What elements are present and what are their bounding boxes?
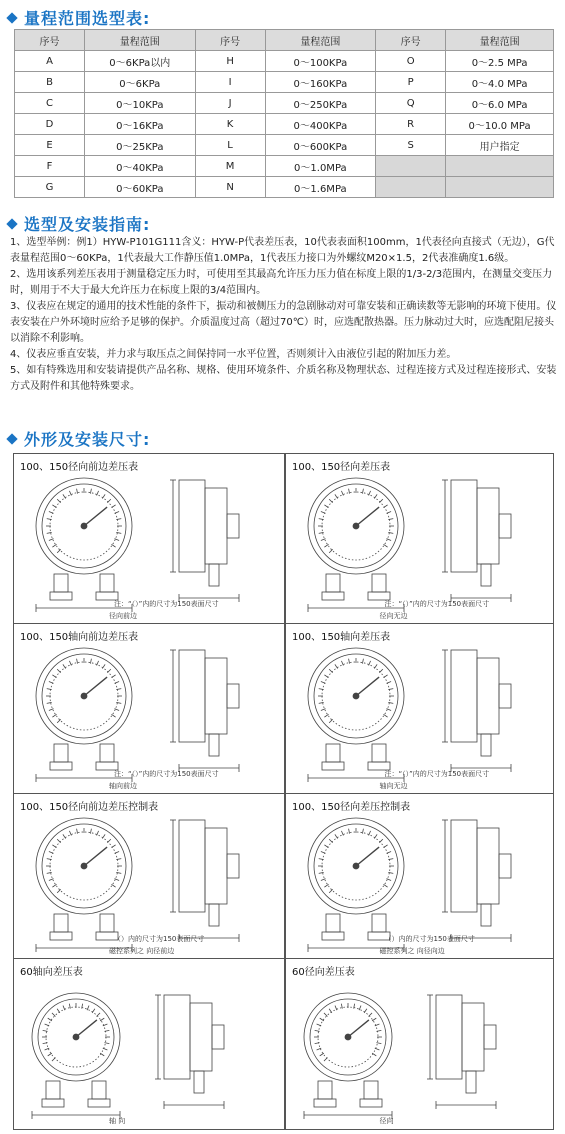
dimension-figure	[285, 453, 554, 625]
gauge-drawing	[14, 959, 284, 1129]
figure-caption: 轴 向	[109, 1117, 126, 1125]
range-table-cell: A	[15, 51, 85, 72]
dimension-figure	[285, 623, 554, 795]
figure-note: 注：“（）”内的尺寸为150表面尺寸	[114, 600, 219, 608]
dimension-figure	[285, 958, 554, 1130]
figure-note: （）内的尺寸为150表面尺寸	[114, 935, 205, 943]
range-table-cell: 0～6KPa	[85, 72, 195, 93]
range-table-cell: N	[195, 177, 265, 198]
gauge-drawing	[286, 624, 553, 794]
range-table-cell: I	[195, 72, 265, 93]
range-table-cell: 0～400KPa	[265, 114, 375, 135]
range-table-cell	[376, 177, 446, 198]
range-table-cell	[446, 177, 554, 198]
figure-title: 100、150轴向差压表	[292, 632, 391, 643]
range-table-cell: K	[195, 114, 265, 135]
range-table-header	[15, 30, 554, 51]
dimension-figure	[13, 793, 285, 960]
range-table-cell: M	[195, 156, 265, 177]
figure-title: 100、150轴向前边差压表	[20, 632, 139, 643]
range-table-cell: Q	[376, 93, 446, 114]
dimension-figure	[285, 793, 554, 960]
range-table-row	[15, 114, 554, 135]
gauge-drawing	[286, 794, 553, 959]
range-table-cell: D	[15, 114, 85, 135]
figure-title: 100、150径向前边差压表	[20, 462, 139, 473]
range-table-cell: L	[195, 135, 265, 156]
dims-section-title	[8, 427, 150, 450]
range-table-cell: 0～4.0 MPa	[446, 72, 554, 93]
range-table	[14, 29, 554, 198]
figure-note: （）内的尺寸为150表面尺寸	[384, 935, 475, 943]
guide-item: 2、选用该系列差压表用于测量稳定压力时，可使用至其最高允许压力压力值在标度上限的1/3-2/3范围内，在测量交变压力时，则用于不大于最大允许压力在标度上限的3/4范围内。	[10, 269, 553, 296]
diamond-bullet-icon	[6, 218, 17, 229]
range-table-row	[15, 51, 554, 72]
figure-caption: 径向无边	[379, 612, 408, 620]
col-header: 量程范围	[265, 30, 375, 51]
figure-caption: 磁控系列之 向径向边	[379, 947, 445, 955]
guide-section-title	[8, 212, 150, 235]
range-table-cell: H	[195, 51, 265, 72]
selection-guide	[10, 235, 558, 395]
figure-title: 60径向差压表	[292, 967, 355, 978]
range-table-row	[15, 72, 554, 93]
range-table-cell: 0～1.6MPa	[265, 177, 375, 198]
range-table-cell: 0～160KPa	[265, 72, 375, 93]
range-table-cell: 0～40KPa	[85, 156, 195, 177]
gauge-drawing	[14, 624, 284, 794]
figure-caption: 轴向无边	[379, 782, 408, 790]
range-table-cell: 0～25KPa	[85, 135, 195, 156]
range-table-row	[15, 156, 554, 177]
dimension-figure	[13, 453, 285, 625]
dimension-figure	[13, 958, 285, 1130]
figure-caption: 径向	[379, 1117, 394, 1125]
range-table-cell: G	[15, 177, 85, 198]
range-table-cell: 0～6KPa以内	[85, 51, 195, 72]
figure-note: 注：“（）”内的尺寸为150表面尺寸	[384, 770, 490, 778]
range-table-row	[15, 93, 554, 114]
gauge-drawing	[14, 454, 284, 624]
dims-title-text: 外形及安装尺寸:	[24, 430, 151, 449]
gauge-drawing	[14, 794, 284, 959]
figure-caption: 径向前边	[109, 612, 137, 620]
range-table-cell: O	[376, 51, 446, 72]
figure-title: 100、150径向差压表	[292, 462, 391, 473]
range-table-cell: C	[15, 93, 85, 114]
gauge-drawing	[286, 959, 553, 1129]
col-header: 序号	[15, 30, 85, 51]
guide-item: 3、仪表应在规定的通用的技术性能的条件下，振动和被侧压力的急剧脉动对可靠安装和正确读数等无影响的环境下使用。仪表安装在户外环境时应给予足够的保护。介质温度过高（超过70℃）时，应选配散热器。压力脉动过大时，应选配阻尼接头以消除不利影响。	[10, 301, 557, 344]
col-header: 序号	[376, 30, 446, 51]
diamond-bullet-icon	[6, 12, 17, 23]
figure-note: 注：“（）”内的尺寸为150表面尺寸	[384, 600, 490, 608]
range-table-cell: 0～100KPa	[265, 51, 375, 72]
range-table-cell: 0～10KPa	[85, 93, 195, 114]
dimension-figure	[13, 623, 285, 795]
figure-caption: 轴向前边	[109, 782, 137, 790]
range-table-cell: B	[15, 72, 85, 93]
guide-title-text: 选型及安装指南:	[24, 215, 151, 234]
range-table-cell	[376, 156, 446, 177]
range-table-cell: 0～16KPa	[85, 114, 195, 135]
figure-caption: 磁控系列之 向径前边	[109, 947, 175, 955]
gauge-drawing	[286, 454, 553, 624]
range-title-text: 量程范围选型表:	[24, 9, 151, 28]
guide-item: 1、选型举例：例1）HYW-P101G111含义：HYW-P代表差压表，10代表表面积100mm，1代表径向直接式（无边），G代表量程范围0～60KPa，1代表最大工作静压值1.0MPa，1代表压力接口为外螺纹M20×1.5，2代表准确度1.6级。	[10, 237, 555, 264]
diamond-bullet-icon	[6, 433, 17, 444]
guide-item: 4、仪表应垂直安装，并力求与取压点之间保持同一水平位置，否则须计入由液位引起的附加压力差。	[10, 349, 457, 360]
range-table-cell: 0～600KPa	[265, 135, 375, 156]
col-header: 序号	[195, 30, 265, 51]
range-table-cell: S	[376, 135, 446, 156]
figure-note: 注：“（）”内的尺寸为150表面尺寸	[114, 770, 219, 778]
range-table-cell: 0～10.0 MPa	[446, 114, 554, 135]
range-table-cell: J	[195, 93, 265, 114]
range-table-cell: F	[15, 156, 85, 177]
range-table-cell: 0～1.0MPa	[265, 156, 375, 177]
figure-title: 100、150径向差压控制表	[292, 802, 411, 813]
range-table-cell	[446, 156, 554, 177]
range-section-title	[8, 6, 150, 29]
range-table-row	[15, 177, 554, 198]
range-table-cell: 0～2.5 MPa	[446, 51, 554, 72]
col-header: 量程范围	[446, 30, 554, 51]
range-table-cell: 0～250KPa	[265, 93, 375, 114]
range-table-cell: R	[376, 114, 446, 135]
range-table-cell: 用户指定	[446, 135, 554, 156]
range-table-cell: E	[15, 135, 85, 156]
range-table-cell: 0～60KPa	[85, 177, 195, 198]
range-table-cell: 0～6.0 MPa	[446, 93, 554, 114]
range-table-cell: P	[376, 72, 446, 93]
figure-title: 60轴向差压表	[20, 967, 83, 978]
col-header: 量程范围	[85, 30, 195, 51]
range-table-row	[15, 135, 554, 156]
guide-item: 5、如有特殊选用和安装请提供产品名称、规格、使用环境条件、介质名称及物理状态、过程连接方式及过程连接形式、安装方式及附件和其他特殊要求。	[10, 365, 557, 392]
figure-title: 100、150径向前边差压控制表	[20, 802, 159, 813]
